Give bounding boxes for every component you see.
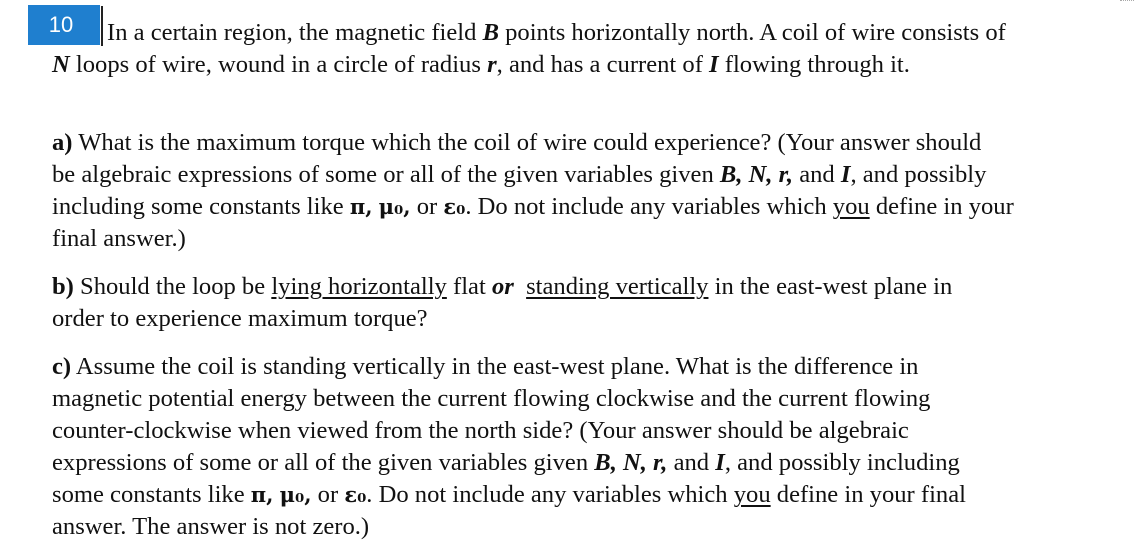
part-c <box>52 351 1128 543</box>
question-number: 10 <box>48 12 74 37</box>
part-a-line-3: including some constants like π, μ₀, or ε₀. Do not include any variables which you define in your <box>52 193 1014 220</box>
part-c-line-3: counter-clockwise when viewed from the north side? (Your answer should be algebraic <box>52 417 909 444</box>
corner-mark <box>1120 0 1134 3</box>
intro-line-2: N loops of wire, wound in a circle of radius r, and has a current of I flowing through it. <box>52 51 910 78</box>
part-c-label: c) <box>52 353 72 380</box>
part-b-line-1: b) Should the loop be lying horizontally flat or standing vertically in the east-west plane in <box>52 273 953 300</box>
part-a <box>52 127 1128 255</box>
part-c-line-4: expressions of some or all of the given variables given B, N, r, and I, and possibly including <box>52 449 960 476</box>
part-b-line-2: order to experience maximum torque? <box>52 305 428 332</box>
part-b <box>52 271 1128 335</box>
part-a-line-1: a) What is the maximum torque which the coil of wire could experience? (Your answer should <box>52 129 982 156</box>
part-c-line-5: some constants like π, μ₀, or ε₀. Do not include any variables which you define in your final <box>52 481 966 508</box>
part-a-line-4: final answer.) <box>52 225 186 252</box>
part-a-label: a) <box>52 129 73 156</box>
part-c-line-6: answer. The answer is not zero.) <box>52 513 370 540</box>
part-c-line-2: magnetic potential energy between the current flowing clockwise and the current flowing <box>52 385 931 412</box>
part-b-label: b) <box>52 273 74 300</box>
part-a-line-2: be algebraic expressions of some or all of the given variables given B, N, r, and I, and possibly <box>52 161 987 188</box>
intro-line-1: In a certain region, the magnetic field B points horizontally north. A coil of wire consists of <box>107 19 1006 46</box>
question-intro <box>52 17 1128 81</box>
part-c-line-1: c) Assume the coil is standing vertically in the east-west plane. What is the difference in <box>52 353 919 380</box>
